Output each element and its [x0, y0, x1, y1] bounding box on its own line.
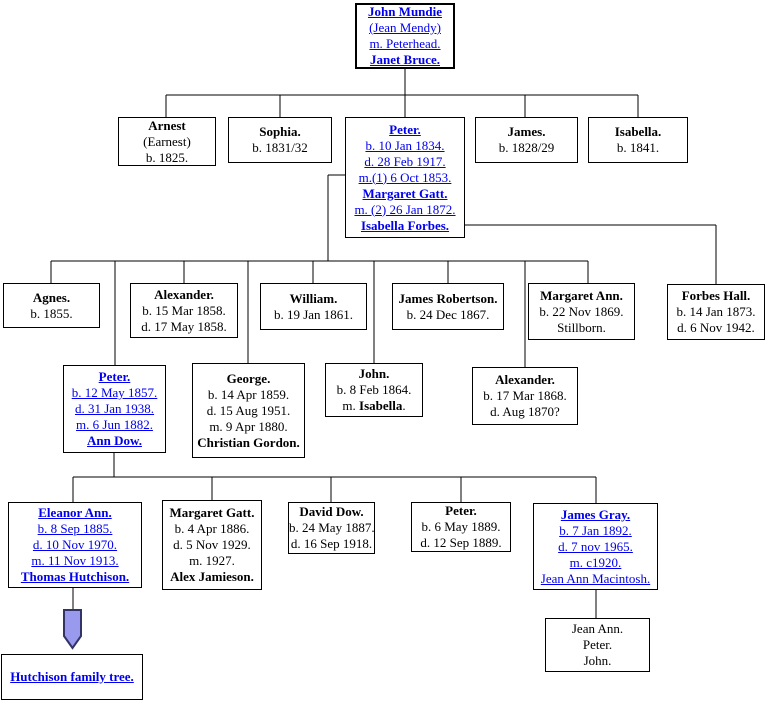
person-text: b. 8 Feb 1864. — [336, 382, 412, 397]
person-box-george — [192, 363, 305, 458]
person-text: Forbes Hall. — [681, 288, 751, 303]
person-text: b. 14 Jan 1873. — [676, 304, 756, 319]
person-text: Peter. — [582, 637, 613, 652]
person-text: b. 4 Apr 1886. — [174, 521, 250, 536]
person-text: Stillborn. — [557, 319, 606, 335]
person-text-segment: m. — [342, 398, 360, 413]
person-link-text[interactable]: m.(1) 6 Oct 1853. — [358, 169, 452, 185]
person-text: b. 17 Mar 1868. — [483, 388, 567, 403]
person-box-james-gray[interactable] — [533, 503, 658, 590]
person-text — [326, 398, 422, 414]
person-box-agnes — [3, 283, 100, 328]
person-box-peter-1889 — [411, 502, 511, 552]
person-text: b. 24 May 1887. — [289, 520, 375, 535]
person-text: (Earnest) — [143, 133, 191, 149]
person-text-segment: . — [402, 398, 406, 413]
person-box-alexander-1858 — [130, 283, 238, 338]
person-text: William. — [289, 290, 338, 306]
person-box-peter-1834[interactable] — [345, 117, 465, 238]
person-link-text[interactable]: m. (2) 26 Jan 1872. — [354, 201, 456, 217]
person-text: George. — [226, 370, 271, 386]
person-link-text[interactable]: Eleanor Ann. — [38, 505, 112, 520]
person-box-john-1864 — [325, 363, 423, 417]
person-text: d. 5 Nov 1929. — [173, 537, 251, 552]
person-box-james-1828 — [475, 117, 578, 163]
person-link-text[interactable]: John Mundie — [367, 4, 443, 19]
person-text: Peter. — [445, 503, 477, 518]
person-link-text[interactable]: d. 31 Jan 1938. — [74, 401, 155, 416]
person-text: John. — [583, 653, 612, 668]
person-text: b. 15 Mar 1858. — [142, 302, 226, 318]
person-link-text[interactable]: Peter. — [389, 121, 421, 137]
person-link-text[interactable]: m. 11 Nov 1913. — [31, 553, 119, 568]
person-box-alexander-1868 — [472, 367, 578, 425]
person-box-john-mundie[interactable] — [355, 3, 455, 69]
person-text: Alexander. — [154, 286, 214, 302]
person-text: Jean Ann. — [571, 621, 624, 636]
person-text: James Robertson. — [398, 290, 498, 306]
person-text: d. Aug 1870? — [490, 404, 560, 419]
person-link-text[interactable]: d. 7 nov 1965. — [558, 538, 633, 554]
person-text: b. 1831/32 — [252, 140, 308, 155]
person-text: d. 15 Aug 1951. — [206, 402, 291, 418]
person-box-margaret-ann — [528, 283, 635, 340]
person-box-william — [260, 283, 367, 330]
person-text: Isabella. — [614, 124, 662, 139]
person-text: Arnest — [148, 117, 186, 133]
person-link-text[interactable]: b. 10 Jan 1834. — [365, 137, 445, 153]
person-link-text[interactable]: Margaret Gatt. — [362, 185, 448, 201]
down-arrow-icon — [64, 610, 81, 648]
person-text: m. 9 Apr 1880. — [209, 418, 288, 434]
person-box-jean-ann-children — [545, 618, 650, 672]
person-text: b. 14 Apr 1859. — [207, 386, 290, 402]
person-text: John. — [358, 366, 390, 381]
person-link-text[interactable]: m. 6 Jun 1882. — [76, 417, 153, 432]
person-box-isabella-1841 — [588, 117, 688, 163]
person-text: b. 19 Jan 1861. — [273, 306, 354, 322]
person-text: d. 6 Nov 1942. — [677, 320, 755, 335]
person-text: b. 1825. — [145, 149, 189, 165]
person-text: Sophia. — [259, 124, 301, 139]
person-link-text[interactable]: d. 10 Nov 1970. — [32, 537, 118, 552]
person-box-peter-1857[interactable] — [63, 365, 166, 453]
person-box-margaret-gatt — [162, 500, 262, 590]
person-link-text[interactable]: Thomas Hutchison. — [20, 569, 130, 584]
person-text: Agnes. — [32, 289, 71, 305]
person-link-text[interactable]: Isabella Forbes. — [360, 217, 450, 233]
person-text: d. 17 May 1858. — [141, 318, 227, 334]
person-link-text[interactable]: Hutchison family tree. — [10, 669, 134, 684]
person-link-text[interactable]: Peter. — [98, 369, 131, 384]
person-text: Alex Jamieson. — [170, 569, 254, 584]
person-text: James. — [507, 124, 546, 139]
person-link-text[interactable]: Ann Dow. — [87, 433, 142, 448]
person-text-segment: Isabella — [359, 398, 403, 413]
person-box-david-dow — [288, 502, 375, 554]
person-box-arnest — [118, 117, 216, 166]
person-text: b. 1841. — [616, 140, 660, 155]
person-text: David Dow. — [299, 504, 364, 519]
person-box-sophia — [228, 117, 332, 163]
person-link-text[interactable]: Jean Ann Macintosh. — [540, 570, 651, 586]
person-text: b. 1828/29 — [498, 140, 555, 155]
person-text: b. 1855. — [30, 305, 73, 321]
person-box-eleanor-ann[interactable] — [8, 502, 142, 588]
person-text: m. 1927. — [189, 553, 235, 568]
person-link-text[interactable]: b. 12 May 1857. — [71, 385, 158, 400]
person-link-text[interactable]: James Gray. — [560, 506, 631, 522]
person-text: Alexander. — [495, 372, 555, 387]
person-text: b. 22 Nov 1869. — [539, 303, 624, 319]
person-link-text[interactable]: (Jean Mendy) — [369, 20, 441, 35]
person-link-text[interactable]: Janet Bruce. — [369, 52, 441, 67]
person-text: Christian Gordon. — [197, 434, 300, 450]
person-text: b. 24 Dec 1867. — [406, 306, 490, 322]
person-text: Margaret Gatt. — [169, 505, 255, 520]
person-link-text[interactable]: m. Peterhead. — [369, 36, 441, 51]
person-text: Margaret Ann. — [540, 287, 623, 303]
person-text: b. 6 May 1889. — [421, 519, 501, 534]
person-link-text[interactable]: m. c1920. — [569, 554, 622, 570]
person-box-forbes-hall — [667, 284, 765, 340]
person-text: d. 16 Sep 1918. — [290, 536, 373, 551]
person-link-text[interactable]: b. 7 Jan 1892. — [559, 522, 632, 538]
person-link-text[interactable]: d. 28 Feb 1917. — [364, 153, 446, 169]
person-link-text[interactable]: b. 8 Sep 1885. — [37, 521, 113, 536]
person-box-hutchison-family-tree-link[interactable] — [1, 654, 143, 700]
person-box-james-robertson — [392, 283, 504, 330]
person-text: d. 12 Sep 1889. — [420, 535, 502, 550]
